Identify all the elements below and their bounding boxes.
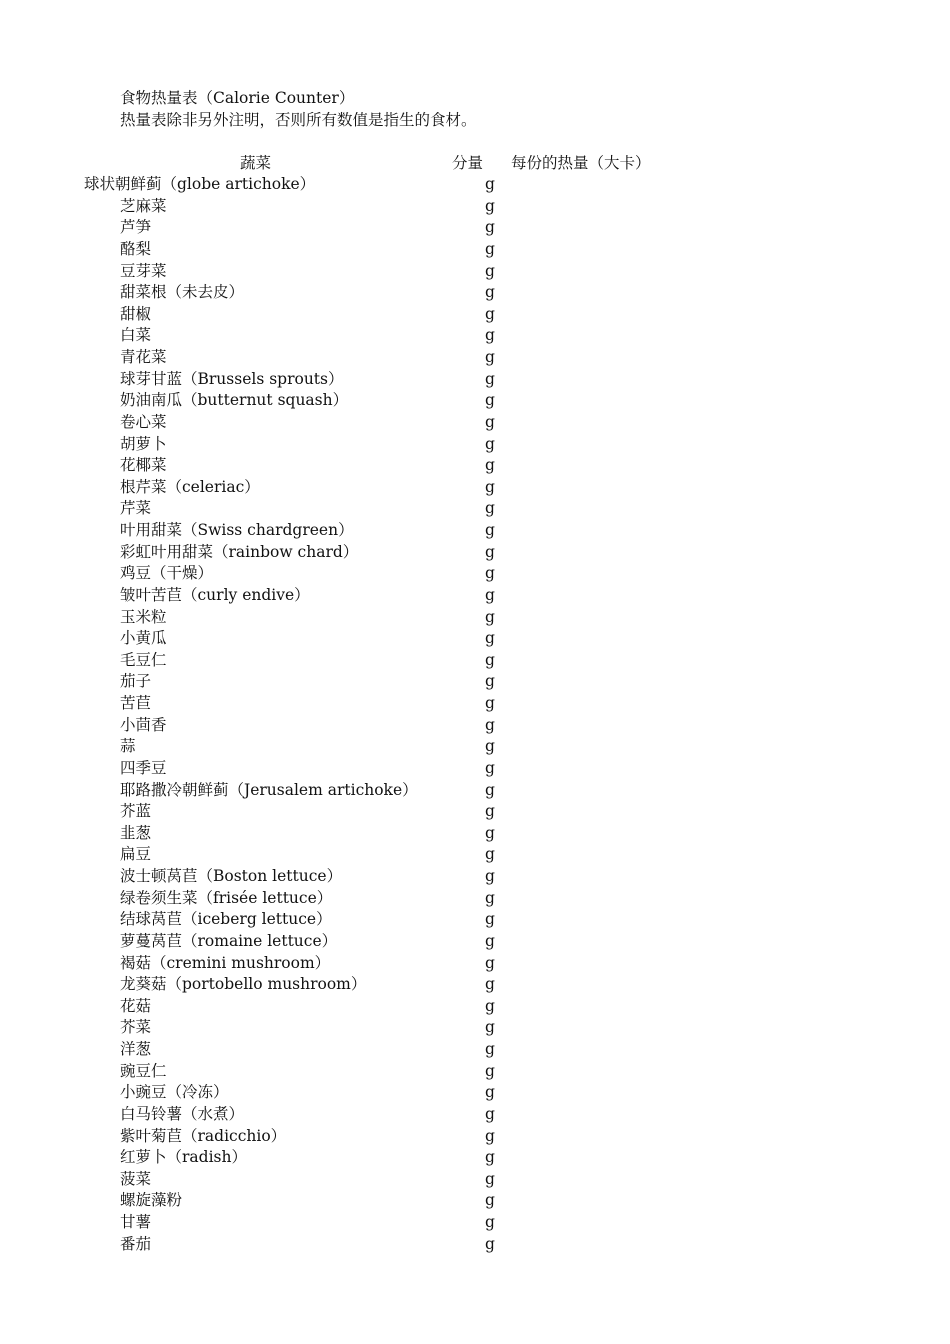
food-name: 花菇 xyxy=(120,996,152,1015)
serving-unit: g xyxy=(485,456,495,475)
table-row xyxy=(0,585,950,607)
table-row xyxy=(0,715,950,737)
serving-unit: g xyxy=(485,348,495,366)
food-name: 萝蔓莴苣（romaine lettuce） xyxy=(120,931,338,950)
header-calories: 每份的热量（大卡） xyxy=(511,154,651,172)
serving-unit: g xyxy=(485,542,495,561)
food-name: 小黄瓜 xyxy=(120,629,167,648)
food-name: 玉米粒 xyxy=(120,607,167,626)
table-row xyxy=(0,974,950,996)
food-name: 芥菜 xyxy=(120,1018,152,1037)
serving-unit: g xyxy=(485,867,495,885)
serving-unit: g xyxy=(485,1018,495,1037)
food-name: 彩虹叶用甜菜（rainbow chard） xyxy=(120,542,359,561)
food-name: 芹菜 xyxy=(120,499,152,518)
food-name: 甜椒 xyxy=(120,304,152,323)
serving-unit: g xyxy=(485,845,495,864)
table-header xyxy=(0,152,950,174)
table-row xyxy=(0,953,950,975)
table-row xyxy=(0,1169,950,1191)
serving-unit: g xyxy=(485,261,495,280)
serving-unit: g xyxy=(485,564,495,583)
food-name: 菠菜 xyxy=(120,1169,152,1188)
food-name: 芦笋 xyxy=(120,218,152,237)
table-row xyxy=(0,736,950,758)
serving-unit: g xyxy=(485,910,495,929)
food-name: 卷心菜 xyxy=(120,412,167,431)
table-row xyxy=(0,801,950,823)
table-row xyxy=(0,520,950,542)
serving-unit: g xyxy=(485,780,495,799)
serving-unit: g xyxy=(485,304,495,323)
serving-unit: g xyxy=(485,1213,495,1231)
food-name: 白菜 xyxy=(120,326,152,345)
table-row xyxy=(0,671,950,693)
table-row xyxy=(0,498,950,520)
table-row xyxy=(0,217,950,239)
table-row xyxy=(0,325,950,347)
table-row xyxy=(0,823,950,845)
table-row xyxy=(0,1061,950,1083)
serving-unit: g xyxy=(485,218,495,237)
table-row xyxy=(0,369,950,391)
table-row xyxy=(0,347,950,369)
serving-unit: g xyxy=(485,1083,495,1102)
serving-unit: g xyxy=(485,283,495,302)
serving-unit: g xyxy=(485,175,495,193)
table-row xyxy=(0,650,950,672)
serving-unit: g xyxy=(485,758,495,777)
food-name: 波士顿莴苣（Boston lettuce） xyxy=(120,867,343,885)
food-name: 球芽甘蓝（Brussels sprouts） xyxy=(120,369,344,388)
food-name: 球状朝鲜蓟（globe artichoke） xyxy=(84,175,316,193)
table-row xyxy=(0,1082,950,1104)
serving-unit: g xyxy=(485,1148,495,1167)
food-name: 花椰菜 xyxy=(120,456,167,475)
food-name: 芥蓝 xyxy=(120,802,152,821)
food-name: 小豌豆（冷冻） xyxy=(120,1083,229,1102)
serving-unit: g xyxy=(485,434,495,453)
serving-unit: g xyxy=(485,521,495,539)
table-body xyxy=(0,174,950,1255)
serving-unit: g xyxy=(485,672,495,691)
table-row xyxy=(0,758,950,780)
serving-unit: g xyxy=(485,391,495,410)
serving-unit: g xyxy=(485,802,495,821)
table-row xyxy=(0,542,950,564)
table-row xyxy=(0,1017,950,1039)
table-row xyxy=(0,1126,950,1148)
food-name: 胡萝卜 xyxy=(120,434,167,453)
food-name: 鸡豆（干燥） xyxy=(120,564,214,583)
food-name: 豌豆仁 xyxy=(120,1061,167,1080)
serving-unit: g xyxy=(485,1234,495,1253)
serving-unit: g xyxy=(485,715,495,734)
food-name: 番茄 xyxy=(120,1234,152,1253)
table-row xyxy=(0,909,950,931)
food-name: 褐菇（cremini mushroom） xyxy=(120,953,331,972)
serving-unit: g xyxy=(485,1191,495,1210)
food-name: 结球莴苣（iceberg lettuce） xyxy=(120,910,332,929)
serving-unit: g xyxy=(485,629,495,648)
serving-unit: g xyxy=(485,1040,495,1058)
table-row xyxy=(0,304,950,326)
table-row xyxy=(0,996,950,1018)
food-name: 酪梨 xyxy=(120,239,152,258)
food-name: 甘薯 xyxy=(120,1213,152,1231)
serving-unit: g xyxy=(485,1169,495,1188)
serving-unit: g xyxy=(485,585,495,604)
serving-unit: g xyxy=(485,694,495,712)
food-name: 扁豆 xyxy=(120,845,152,864)
table-row xyxy=(0,866,950,888)
serving-unit: g xyxy=(485,996,495,1015)
table-row xyxy=(0,196,950,218)
serving-unit: g xyxy=(485,477,495,496)
serving-unit: g xyxy=(485,931,495,950)
food-name: 青花菜 xyxy=(120,348,167,366)
table-row xyxy=(0,693,950,715)
food-name: 绿卷须生菜（frisée lettuce） xyxy=(120,888,333,907)
table-row xyxy=(0,607,950,629)
table-row xyxy=(0,844,950,866)
table-row xyxy=(0,1039,950,1061)
food-name: 芝麻菜 xyxy=(120,196,167,215)
serving-unit: g xyxy=(485,823,495,842)
document-title: 食物热量表（Calorie Counter） xyxy=(120,89,355,107)
document-note: 热量表除非另外注明，否则所有数值是指生的食材。 xyxy=(120,111,477,129)
table-row xyxy=(0,412,950,434)
food-name: 豆芽菜 xyxy=(120,261,167,280)
food-name: 小茴香 xyxy=(120,715,167,734)
table-row xyxy=(0,1212,950,1234)
table-row xyxy=(0,1190,950,1212)
food-name: 韭葱 xyxy=(120,823,152,842)
serving-unit: g xyxy=(485,239,495,258)
food-name: 甜菜根（未去皮） xyxy=(120,283,245,302)
food-name: 茄子 xyxy=(120,672,152,691)
serving-unit: g xyxy=(485,1061,495,1080)
serving-unit: g xyxy=(485,412,495,431)
table-row xyxy=(0,1147,950,1169)
serving-unit: g xyxy=(485,326,495,345)
table-row xyxy=(0,931,950,953)
serving-unit: g xyxy=(485,888,495,907)
table-row xyxy=(0,1104,950,1126)
table-row xyxy=(0,1234,950,1256)
food-name: 龙葵菇（portobello mushroom） xyxy=(120,975,367,994)
food-name: 奶油南瓜（butternut squash） xyxy=(120,391,349,410)
food-name: 根芹菜（celeriac） xyxy=(120,477,260,496)
food-name: 白马铃薯（水煮） xyxy=(120,1104,245,1123)
food-name: 耶路撒冷朝鲜蓟（Jerusalem artichoke） xyxy=(120,780,418,799)
table-row xyxy=(0,628,950,650)
food-name: 螺旋藻粉 xyxy=(120,1191,183,1210)
table-row xyxy=(0,282,950,304)
food-name: 毛豆仁 xyxy=(120,650,167,669)
serving-unit: g xyxy=(485,1126,495,1145)
table-row xyxy=(0,174,950,196)
food-name: 蒜 xyxy=(120,737,136,756)
serving-unit: g xyxy=(485,196,495,215)
table-row xyxy=(0,434,950,456)
table-row xyxy=(0,261,950,283)
food-name: 叶用甜菜（Swiss chardgreen） xyxy=(120,521,354,539)
table-row xyxy=(0,455,950,477)
food-name: 四季豆 xyxy=(120,758,167,777)
food-name: 红萝卜（radish） xyxy=(120,1148,247,1167)
serving-unit: g xyxy=(485,499,495,518)
header-unit: 分量 xyxy=(452,154,484,172)
table-row xyxy=(0,239,950,261)
table-row xyxy=(0,563,950,585)
header-category: 蔬菜 xyxy=(240,154,272,172)
serving-unit: g xyxy=(485,650,495,669)
serving-unit: g xyxy=(485,1104,495,1123)
serving-unit: g xyxy=(485,975,495,994)
food-name: 洋葱 xyxy=(120,1040,152,1058)
food-name: 皱叶苦苣（curly endive） xyxy=(120,585,310,604)
serving-unit: g xyxy=(485,737,495,756)
table-row xyxy=(0,477,950,499)
food-name: 紫叶菊苣（radicchio） xyxy=(120,1126,287,1145)
serving-unit: g xyxy=(485,369,495,388)
table-row xyxy=(0,390,950,412)
table-row xyxy=(0,780,950,802)
serving-unit: g xyxy=(485,953,495,972)
table-row xyxy=(0,888,950,910)
serving-unit: g xyxy=(485,607,495,626)
food-name: 苦苣 xyxy=(120,694,152,712)
